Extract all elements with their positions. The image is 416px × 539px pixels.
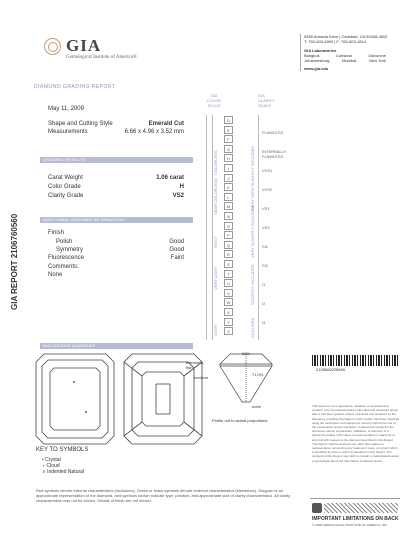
barcode-icon	[312, 355, 400, 366]
key-item-label: Indented Natural	[47, 469, 85, 475]
measurements-row	[48, 129, 184, 136]
profile-note: Profile not to actual proportions	[212, 418, 268, 423]
key-item-label: Cloud	[46, 463, 60, 469]
clarity-scale-axis	[258, 115, 259, 340]
limitations-box	[310, 498, 400, 529]
section-additional-info: ADDITIONAL GRADING INFORMATION	[40, 217, 193, 223]
color-group-label: NEAR COLORLESS	[213, 178, 218, 215]
polish-label: Polish	[56, 239, 73, 245]
section-inclusions: INCLUSIONS DIAGRAMS	[40, 343, 193, 349]
labs-row	[304, 58, 386, 63]
color-grade-cell: R	[224, 250, 233, 258]
clarity-scale-title-line: SCALE	[258, 103, 272, 108]
color-grade-cell: J	[224, 174, 233, 182]
barcode-number: 2105606226569	[316, 367, 345, 372]
inclusion-mark-icon	[73, 381, 87, 413]
comments-value: None	[48, 272, 63, 278]
color-grade-cell: M	[224, 202, 233, 210]
fluorescence-label: Fluorescence	[48, 255, 85, 261]
footnote-text: Red symbols denote internal characteristics (inclusions). Green or black symbols denote external characteristics (blemishes). Diagram is an approximate representation of the diamond, and symbols shown indicate type, position, and approximate size of clarity characteristics. All clarity characteristics may not be shown. Details of finish are not shown.	[36, 488, 291, 503]
girdle-label-line: medium	[194, 375, 209, 380]
polish-row	[56, 239, 184, 246]
color-grade-cell: O	[224, 222, 233, 230]
depth-percentage: 71.0%	[252, 372, 264, 377]
key-item-label: Crystal	[45, 457, 61, 463]
color-group-label: COLORLESS	[213, 150, 218, 175]
color-grade-cell: Q	[224, 241, 233, 249]
report-title: DIAMOND GRADING REPORT	[34, 84, 116, 90]
lab-city: Johannesburg	[304, 58, 330, 63]
clarity-grade-value: VS2	[172, 193, 184, 199]
key-title: KEY TO SYMBOLS	[36, 447, 89, 453]
cloud-symbol-icon: ∘	[42, 463, 46, 469]
symmetry-value: Good	[169, 247, 184, 253]
comments-label: Comments:	[48, 264, 79, 270]
inclusion-diagrams	[34, 352, 204, 448]
address-block	[300, 34, 404, 71]
color-grade-cell: X	[224, 308, 233, 316]
clarity-group-label: VERY SLIGHTLY INCLUDED	[250, 205, 255, 258]
clarity-grade-label: FLAWLESS	[262, 130, 284, 135]
shape-label: Shape and Cutting Style	[48, 121, 113, 127]
copyright-text: © 2008 GEMOLOGICAL INSTITUTE OF AMERICA, INC.	[312, 523, 388, 527]
color-grade-cell: N	[224, 212, 233, 220]
color-grade-cell: Y	[224, 318, 233, 326]
section-grading-results: GRADING RESULTS	[40, 157, 193, 163]
lab-city: New York	[369, 58, 386, 63]
fluorescence-value: Faint	[170, 255, 184, 261]
color-grade-cell: T	[224, 270, 233, 278]
report-number-vertical: GIA REPORT 2106760560	[10, 213, 19, 310]
color-scale-axis	[206, 115, 207, 340]
clarity-grade-label: I2	[262, 301, 266, 306]
shape-value: Emerald Cut	[148, 121, 184, 127]
color-group-label: VERY LIGHT	[213, 266, 218, 290]
color-grade-cell: D	[224, 116, 233, 124]
brand-logo: GIA	[66, 36, 102, 55]
clarity-grade-label: I3	[262, 320, 266, 325]
color-grade-label: Color Grade	[48, 184, 81, 190]
phone-line: T: 760-603-4500 | F: 760-603-1814	[304, 39, 366, 44]
measurements-label: Measurements	[48, 129, 88, 135]
color-grade-cell: K	[224, 183, 233, 191]
clarity-grade-label: INTERNALLY FLAWLESS	[262, 149, 287, 159]
color-group-label: FAINT	[213, 236, 218, 248]
color-scale-title-line: COLOR	[206, 98, 222, 103]
crown-diagram	[36, 354, 114, 444]
clarity-grade-row	[48, 193, 184, 200]
color-scale-title-line: SCALE	[207, 103, 221, 108]
carat-row	[48, 175, 184, 182]
color-grade-cell: P	[224, 231, 233, 239]
website-link[interactable]: www.gia.edu	[304, 66, 329, 71]
clarity-scale-title-line: CLARITY	[258, 98, 275, 103]
color-grade-cell: U	[224, 279, 233, 287]
color-grade-cell: E	[224, 126, 233, 134]
color-grade-row	[48, 184, 184, 191]
shape-row	[48, 121, 184, 128]
natural-symbol-icon: ∧	[42, 469, 46, 475]
lab-city: Bangkok	[304, 53, 320, 58]
clarity-grade-label: Clarity Grade	[48, 193, 84, 199]
color-grade-cell: H	[224, 154, 233, 162]
lab-city: Gaborone	[368, 53, 386, 58]
clarity-grade-label: SI2	[262, 263, 269, 268]
color-grade-cell: F	[224, 135, 233, 143]
girdle-label-line: –	[186, 370, 189, 375]
color-grade-cell: Z	[224, 327, 233, 335]
crystal-symbol-icon: •	[42, 457, 44, 463]
polish-value: Good	[169, 239, 184, 245]
culet-label: none	[252, 404, 261, 409]
girdle-label-line: thin	[186, 365, 193, 370]
color-grade-cell: G	[224, 145, 233, 153]
brand-subtitle: Gemological Institute of America®	[66, 55, 137, 60]
clarity-grade-label: I1	[262, 282, 266, 287]
carat-value: 1.06 carat	[156, 175, 184, 181]
measurements-value: 6.66 x 4.96 x 3.52 mm	[124, 129, 184, 135]
lab-city: Mumbai	[342, 58, 357, 63]
color-grade-value: H	[179, 184, 184, 190]
clarity-grade-label: VS2	[262, 225, 270, 230]
clarity-grade-label: VS1	[262, 206, 270, 211]
table-percentage: 63%	[242, 351, 251, 356]
color-grade-cell: L	[224, 193, 233, 201]
symmetry-row	[56, 247, 184, 254]
clarity-scale-title	[258, 93, 288, 108]
lock-icon	[312, 503, 322, 513]
gia-seal-icon	[44, 38, 61, 55]
clarity-grade-label: SI1	[262, 244, 269, 249]
fluorescence-row	[48, 255, 184, 262]
report-date: May 11, 2009	[48, 106, 84, 112]
lab-city: Carlsbad	[335, 53, 352, 58]
color-grade-cell: I	[224, 164, 233, 172]
clarity-group-label: VERY VERY SLIGHTLY INCLUDED	[250, 145, 255, 210]
profile-diagram	[206, 350, 296, 410]
clarity-group-label: SLIGHTLY INCLUDED	[250, 264, 255, 305]
clarity-grade-label: VVS1	[262, 168, 273, 173]
color-grade-cell: S	[224, 260, 233, 268]
key-list	[42, 457, 84, 475]
finish-label: Finish	[48, 230, 65, 236]
girdle-label-line: extremely	[186, 360, 204, 365]
girdle-label	[186, 360, 208, 380]
address-line: 5355 Armada Drive | Carlsbad, CA 92008-4602	[304, 34, 388, 39]
clarity-scale-title-line: GIA	[258, 93, 265, 98]
clarity-grade-label: VVS2	[262, 187, 273, 192]
color-scale-title-line: GIA	[210, 93, 218, 98]
symmetry-label: Symmetry	[56, 247, 83, 253]
key-item	[42, 469, 84, 475]
security-pattern	[324, 503, 398, 513]
limitations-title: IMPORTANT LIMITATIONS ON BACK	[312, 516, 399, 522]
color-grade-cell: W	[224, 298, 233, 306]
carat-label: Carat Weight	[48, 175, 83, 181]
color-group-label: LIGHT	[213, 324, 218, 336]
clarity-group-label: INCLUDED	[250, 317, 255, 338]
color-grade-cell: V	[224, 289, 233, 297]
color-scale-axis	[212, 115, 213, 340]
labs-title: GIA Laboratories	[304, 48, 337, 53]
color-scale-title	[204, 93, 224, 108]
disclaimer-text: This Report is not a guarantee, valuation or appraisal and contains only the characteristics of the diamond described herein after it has been graded, tested, examined and analyzed by the laboratory providing this Report ("GIA") and/or has been inscribed using the techniques and equipment used by GIA at the time of the examination and/or inscription. A diamond is graded in the document can be a guarantee, validation, or warranty of a diamond's quality. GIA makes no representation or warranty of any kind with respect to the diamond described in this Report. This Report shall be deemed non-valid. GIA makes no representation concerning any treatment, trade, or current which is identified by GIA on which is identified on this Report. The recipient of this Report may wish to consult a credentialed jeweler or gemologist about the information contained herein.	[312, 404, 400, 463]
